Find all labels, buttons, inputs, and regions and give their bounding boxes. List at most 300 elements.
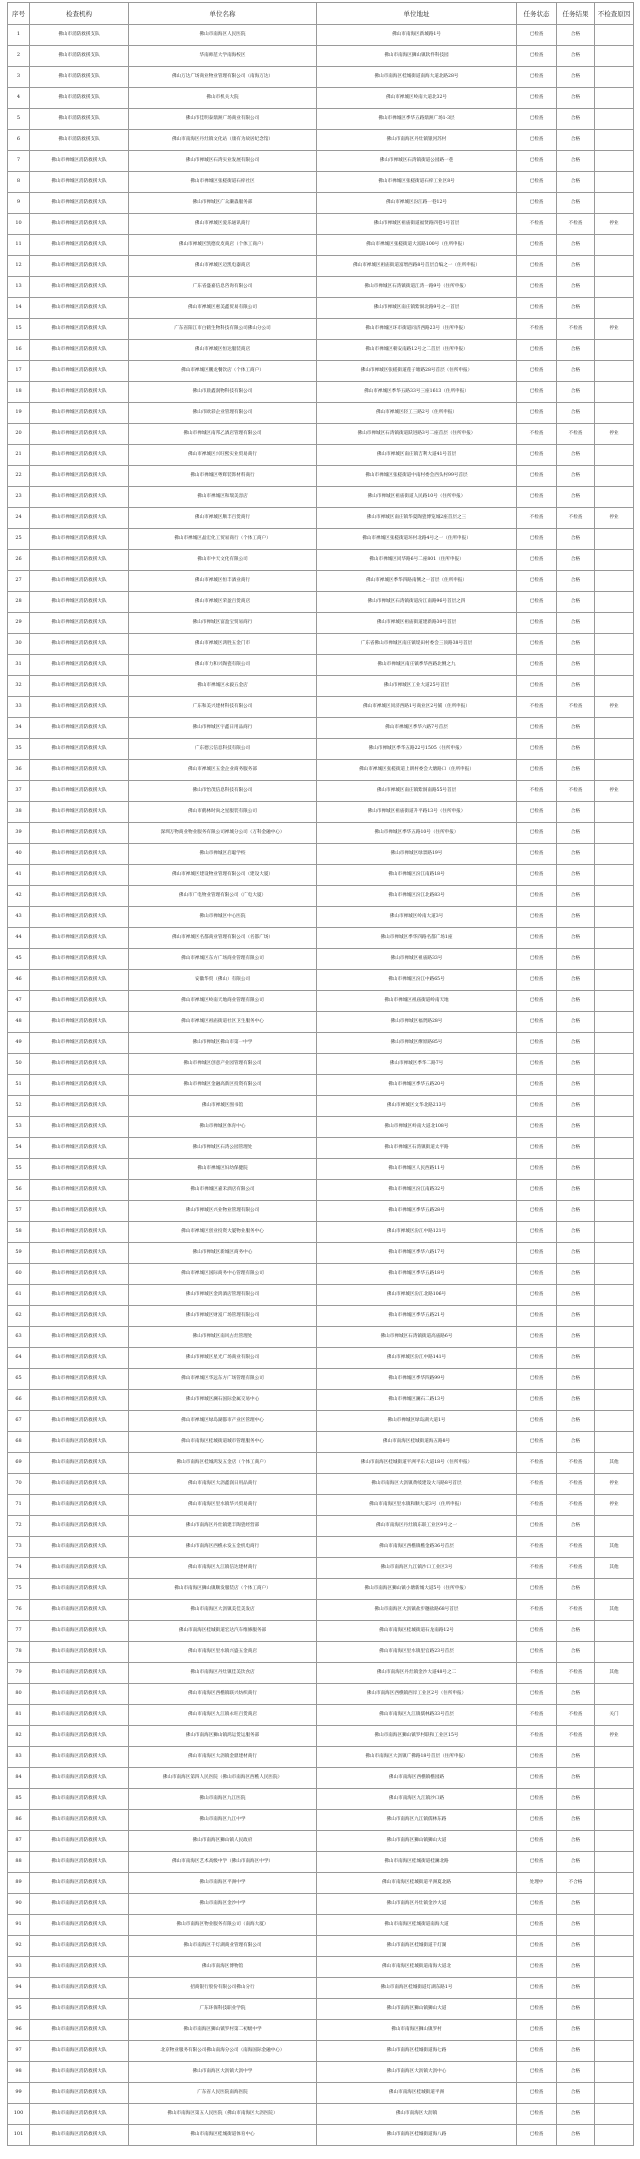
table-row: [8, 634, 634, 655]
cell-inspector: 佛山市南海区消防救援大队: [30, 1516, 129, 1537]
cell-unit-name: 佛山市禅城区东方广场商业管理有限公司: [129, 949, 317, 970]
cell-skip-reason: [595, 1915, 634, 1936]
cell-task-result: 合格: [557, 193, 595, 214]
cell-index: 28: [8, 592, 30, 613]
cell-skip-reason: [595, 1747, 634, 1768]
table-row: [8, 655, 634, 676]
cell-task-result: 合格: [557, 277, 595, 298]
cell-index: 75: [8, 1579, 30, 1600]
cell-unit-name: 佛山市南海区桂城鸿发五金店（个体工商户）: [129, 1453, 317, 1474]
table-row: [8, 1180, 634, 1201]
cell-task-result: 不检查: [557, 1495, 595, 1516]
cell-index: 39: [8, 823, 30, 844]
table-row: [8, 2125, 634, 2146]
header-inspector: 检查机构: [30, 3, 129, 25]
cell-inspector: 佛山市禅城区消防救援大队: [30, 928, 129, 949]
cell-unit-address: 佛山市禅城区同华路6号二座801（住所申报）: [317, 550, 517, 571]
cell-unit-name: 佛山市禅城区和瑞美容店: [129, 487, 317, 508]
cell-unit-name: 佛山市禅城区启聪学校: [129, 844, 317, 865]
table-row: [8, 928, 634, 949]
cell-unit-address: 佛山市禅城区汾江中路65号: [317, 970, 517, 991]
cell-unit-address: 佛山市南海区狮山镇狮山大道: [317, 1831, 517, 1852]
cell-task-result: 合格: [557, 1516, 595, 1537]
cell-index: 23: [8, 487, 30, 508]
cell-skip-reason: [595, 1432, 634, 1453]
cell-task-result: 合格: [557, 1789, 595, 1810]
cell-inspector: 佛山市禅城区消防救援大队: [30, 634, 129, 655]
cell-unit-address: 佛山市禅城区祖庙街道升平路13号（住所申报）: [317, 802, 517, 823]
cell-skip-reason: [595, 718, 634, 739]
cell-task-result: 不检查: [557, 781, 595, 802]
cell-index: 74: [8, 1558, 30, 1579]
cell-index: 83: [8, 1747, 30, 1768]
cell-unit-name: 佛山市力和兴陶瓷有限公司: [129, 655, 317, 676]
cell-task-result: 合格: [557, 1033, 595, 1054]
table-row: [8, 361, 634, 382]
cell-unit-name: 华南师范大学南海校区: [129, 46, 317, 67]
cell-task-status: 已检查: [517, 550, 557, 571]
cell-task-status: 已检查: [517, 298, 557, 319]
table-row: [8, 172, 634, 193]
cell-task-status: 不检查: [517, 781, 557, 802]
cell-skip-reason: [595, 1390, 634, 1411]
cell-index: 30: [8, 634, 30, 655]
cell-skip-reason: [595, 823, 634, 844]
cell-skip-reason: [595, 1579, 634, 1600]
cell-unit-address: 佛山市禅城区石湾镇街道高庙路6号: [317, 1327, 517, 1348]
cell-index: 62: [8, 1306, 30, 1327]
cell-inspector: 佛山市禅城区消防救援大队: [30, 1096, 129, 1117]
table-row: [8, 1012, 634, 1033]
cell-task-result: 合格: [557, 1369, 595, 1390]
cell-unit-address: 佛山市南海区桂城街道千灯湖: [317, 1936, 517, 1957]
cell-unit-address: 佛山市南海区大沥镇广佛路18号首层（住所申报）: [317, 1747, 517, 1768]
cell-skip-reason: [595, 1894, 634, 1915]
cell-unit-name: 佛山市禅城区财富广场管理有限公司: [129, 1306, 317, 1327]
cell-unit-name: 佛山市南海区桂城街道体育中心: [129, 2125, 317, 2146]
cell-index: 65: [8, 1369, 30, 1390]
cell-index: 61: [8, 1285, 30, 1306]
cell-task-status: 已检查: [517, 739, 557, 760]
cell-unit-address: 佛山市南海区大沥镇: [317, 2104, 517, 2125]
cell-inspector: 佛山市南海区消防救援大队: [30, 1621, 129, 1642]
cell-skip-reason: 停业: [595, 424, 634, 445]
cell-unit-address: 佛山市禅城区祖庙街道人民路10号（住所申报）: [317, 487, 517, 508]
cell-task-status: 已检查: [517, 466, 557, 487]
cell-task-result: 合格: [557, 1075, 595, 1096]
table-row: [8, 676, 634, 697]
cell-unit-name: 深圳万物商业物业服务有限公司禅城分公司（万科金融中心）: [129, 823, 317, 844]
cell-task-status: 已检查: [517, 1768, 557, 1789]
table-row: [8, 151, 634, 172]
cell-inspector: 佛山市禅城区消防救援大队: [30, 508, 129, 529]
table-row: [8, 1327, 634, 1348]
cell-inspector: 佛山市南海区消防救援大队: [30, 1474, 129, 1495]
cell-inspector: 佛山市南海区消防救援大队: [30, 2125, 129, 2146]
table-row: [8, 1537, 634, 1558]
cell-skip-reason: [595, 1180, 634, 1201]
cell-inspector: 佛山市禅城区消防救援大队: [30, 1159, 129, 1180]
cell-index: 99: [8, 2083, 30, 2104]
cell-task-result: 合格: [557, 361, 595, 382]
cell-task-status: 已检查: [517, 1894, 557, 1915]
cell-unit-name: 佛山市禅城区粤辉装饰材料商行: [129, 466, 317, 487]
cell-skip-reason: 其他: [595, 1453, 634, 1474]
cell-unit-name: 佛山市中天文化有限公司: [129, 550, 317, 571]
cell-inspector: 佛山市南海区消防救援大队: [30, 1810, 129, 1831]
cell-unit-name: 佛山市南海区西樵镇联兴纺织商行: [129, 1684, 317, 1705]
cell-index: 25: [8, 529, 30, 550]
header-index: 序号: [8, 3, 30, 25]
cell-skip-reason: [595, 1201, 634, 1222]
cell-unit-address: 佛山市南海区桂城街道平洲夏北路: [317, 1873, 517, 1894]
cell-inspector: 佛山市南海区消防救援大队: [30, 1789, 129, 1810]
table-row: [8, 1684, 634, 1705]
cell-task-result: 不检查: [557, 697, 595, 718]
cell-unit-address: 佛山市禅城区南庄镇吉利大道41号首层: [317, 445, 517, 466]
cell-task-result: 合格: [557, 1642, 595, 1663]
cell-task-result: 合格: [557, 1201, 595, 1222]
cell-skip-reason: [595, 2041, 634, 2062]
cell-task-status: 已检查: [517, 802, 557, 823]
cell-task-status: 已检查: [517, 970, 557, 991]
table-row: [8, 2020, 634, 2041]
table-row: [8, 340, 634, 361]
header-task-result: 任务结果: [557, 3, 595, 25]
table-row: [8, 1033, 634, 1054]
table-row: [8, 1117, 634, 1138]
cell-skip-reason: [595, 151, 634, 172]
cell-index: 33: [8, 697, 30, 718]
cell-unit-name: 佛山市南海区九江镇信达建材商行: [129, 1558, 317, 1579]
cell-skip-reason: [595, 1852, 634, 1873]
cell-task-status: 处理中: [517, 1873, 557, 1894]
cell-unit-address: 佛山市禅城区季华五路20号: [317, 1075, 517, 1096]
cell-task-result: 不检查: [557, 319, 595, 340]
cell-task-result: 合格: [557, 256, 595, 277]
cell-task-status: 已检查: [517, 1390, 557, 1411]
cell-index: 14: [8, 298, 30, 319]
cell-index: 85: [8, 1789, 30, 1810]
cell-inspector: 佛山市禅城区消防救援大队: [30, 256, 129, 277]
cell-task-status: 不检查: [517, 214, 557, 235]
cell-task-result: 不检查: [557, 1663, 595, 1684]
cell-skip-reason: [595, 1684, 634, 1705]
cell-unit-name: 广东德云信息科技有限公司: [129, 739, 317, 760]
cell-task-status: 已检查: [517, 634, 557, 655]
cell-inspector: 佛山市消防救援支队: [30, 46, 129, 67]
cell-skip-reason: [595, 949, 634, 970]
cell-skip-reason: [595, 1369, 634, 1390]
cell-task-result: 合格: [557, 676, 595, 697]
cell-unit-name: 佛山市南海区里水镇兴盛五金商店: [129, 1642, 317, 1663]
cell-unit-address: 佛山市禅城区季华五路33号三座1613（住所申报）: [317, 382, 517, 403]
table-row: [8, 1075, 634, 1096]
cell-unit-name: 佛山市禅城区创业投资大厦物业服务中心: [129, 1222, 317, 1243]
cell-task-status: 已检查: [517, 865, 557, 886]
cell-inspector: 佛山市南海区消防救援大队: [30, 1663, 129, 1684]
cell-skip-reason: [595, 1285, 634, 1306]
table-row: [8, 193, 634, 214]
cell-unit-address: 佛山市南海区桂城街道南海大道: [317, 1915, 517, 1936]
cell-unit-name: 佛山市禅城区永毅五金店: [129, 676, 317, 697]
cell-unit-address: 佛山市禅城区季华五路18号: [317, 1264, 517, 1285]
cell-task-result: 合格: [557, 2125, 595, 2146]
cell-inspector: 佛山市南海区消防救援大队: [30, 2041, 129, 2062]
table-row: [8, 1936, 634, 1957]
cell-task-status: 不检查: [517, 1474, 557, 1495]
cell-unit-address: 佛山市禅城区绿景路19号: [317, 844, 517, 865]
table-row: [8, 130, 634, 151]
table-row: [8, 88, 634, 109]
cell-task-result: 合格: [557, 949, 595, 970]
cell-task-status: 已检查: [517, 1978, 557, 1999]
table-row: [8, 466, 634, 487]
cell-index: 5: [8, 109, 30, 130]
cell-inspector: 佛山市南海区消防救援大队: [30, 1831, 129, 1852]
cell-skip-reason: [595, 865, 634, 886]
cell-task-status: 不检查: [517, 1453, 557, 1474]
cell-unit-name: 佛山万达广场商业物业管理有限公司（南海万达）: [129, 67, 317, 88]
cell-skip-reason: [595, 46, 634, 67]
cell-index: 10: [8, 214, 30, 235]
cell-inspector: 佛山市南海区消防救援大队: [30, 1537, 129, 1558]
cell-skip-reason: 停业: [595, 1726, 634, 1747]
cell-skip-reason: 其他: [595, 1663, 634, 1684]
cell-skip-reason: 关门: [595, 1705, 634, 1726]
cell-task-status: 已检查: [517, 1222, 557, 1243]
cell-task-status: 已检查: [517, 1138, 557, 1159]
cell-unit-address: 佛山市南海区大沥镇大沥中心: [317, 2062, 517, 2083]
cell-unit-address: 佛山市禅城区南庄镇华夏陶瓷博览城2座首层之三: [317, 508, 517, 529]
cell-index: 72: [8, 1516, 30, 1537]
cell-unit-name: 佛山市南海区博物馆: [129, 1957, 317, 1978]
cell-inspector: 佛山市禅城区消防救援大队: [30, 214, 129, 235]
cell-task-result: 合格: [557, 907, 595, 928]
cell-task-result: 合格: [557, 1306, 595, 1327]
cell-task-status: 已检查: [517, 1054, 557, 1075]
cell-inspector: 佛山市禅城区消防救援大队: [30, 676, 129, 697]
cell-index: 71: [8, 1495, 30, 1516]
cell-skip-reason: [595, 802, 634, 823]
cell-unit-address: 佛山市南海区丹灶镇银河苏村: [317, 130, 517, 151]
cell-skip-reason: 停业: [595, 697, 634, 718]
cell-index: 64: [8, 1348, 30, 1369]
cell-inspector: 佛山市禅城区消防救援大队: [30, 1327, 129, 1348]
cell-task-result: 不检查: [557, 424, 595, 445]
cell-task-result: 合格: [557, 928, 595, 949]
cell-index: 3: [8, 67, 30, 88]
cell-unit-address: 佛山市禅城区季华五路28号: [317, 1201, 517, 1222]
cell-unit-address: 佛山市南海区桂城街道石龙南路12号: [317, 1621, 517, 1642]
cell-skip-reason: [595, 1096, 634, 1117]
cell-task-result: 合格: [557, 571, 595, 592]
cell-unit-address: 佛山市禅城区工业大道25号首层: [317, 676, 517, 697]
cell-inspector: 佛山市南海区消防救援大队: [30, 1600, 129, 1621]
cell-inspector: 佛山市禅城区消防救援大队: [30, 529, 129, 550]
cell-task-result: 合格: [557, 1180, 595, 1201]
cell-unit-name: 佛山市禅城区星光广场商业有限公司: [129, 1348, 317, 1369]
cell-task-status: 已检查: [517, 529, 557, 550]
cell-index: 91: [8, 1915, 30, 1936]
cell-skip-reason: [595, 739, 634, 760]
table-body: [8, 25, 634, 2146]
cell-inspector: 佛山市消防救援支队: [30, 109, 129, 130]
cell-skip-reason: [595, 907, 634, 928]
cell-task-status: 已检查: [517, 487, 557, 508]
cell-index: 17: [8, 361, 30, 382]
cell-unit-name: 佛山市怡茂信息科技有限公司: [129, 781, 317, 802]
cell-skip-reason: [595, 886, 634, 907]
cell-unit-name: 佛山市禅城区金融高新区投资有限公司: [129, 1075, 317, 1096]
cell-task-result: 不检查: [557, 1474, 595, 1495]
cell-inspector: 佛山市南海区消防救援大队: [30, 1684, 129, 1705]
cell-inspector: 佛山市禅城区消防救援大队: [30, 1117, 129, 1138]
cell-inspector: 佛山市禅城区消防救援大队: [30, 1012, 129, 1033]
cell-unit-address: 佛山市禅城区南庄镇季华西路北侧之九: [317, 655, 517, 676]
cell-unit-name: 佛山市南海区大沥镇美佳美发店: [129, 1600, 317, 1621]
cell-task-status: 已检查: [517, 1747, 557, 1768]
cell-task-status: 已检查: [517, 1306, 557, 1327]
cell-skip-reason: [595, 1936, 634, 1957]
cell-unit-name: 佛山市南海区狮山镇顺发服装店（个体工商户）: [129, 1579, 317, 1600]
cell-task-result: 合格: [557, 67, 595, 88]
cell-task-status: 已检查: [517, 2062, 557, 2083]
cell-task-result: 合格: [557, 487, 595, 508]
cell-index: 34: [8, 718, 30, 739]
cell-task-status: 已检查: [517, 130, 557, 151]
cell-index: 38: [8, 802, 30, 823]
cell-skip-reason: [595, 298, 634, 319]
cell-unit-name: 佛山市禅城区南风古灶管理处: [129, 1327, 317, 1348]
cell-task-status: 已检查: [517, 361, 557, 382]
cell-index: 11: [8, 235, 30, 256]
table-row: [8, 445, 634, 466]
cell-task-result: 不检查: [557, 1726, 595, 1747]
cell-skip-reason: [595, 613, 634, 634]
cell-unit-name: 佛山市广电物业管理有限公司（广电大厦）: [129, 886, 317, 907]
cell-skip-reason: [595, 361, 634, 382]
cell-task-status: 已检查: [517, 1180, 557, 1201]
cell-skip-reason: [595, 1327, 634, 1348]
cell-index: 76: [8, 1600, 30, 1621]
table-row: [8, 1999, 634, 2020]
cell-task-result: 不检查: [557, 214, 595, 235]
header-skip-reason: 不检查原因: [595, 3, 634, 25]
cell-unit-address: 佛山市禅城区岭南大道北32号: [317, 88, 517, 109]
cell-task-result: 合格: [557, 1432, 595, 1453]
table-row: [8, 529, 634, 550]
cell-inspector: 佛山市禅城区消防救援大队: [30, 235, 129, 256]
cell-index: 95: [8, 1999, 30, 2020]
cell-index: 63: [8, 1327, 30, 1348]
table-row: [8, 46, 634, 67]
cell-task-result: 合格: [557, 1768, 595, 1789]
cell-unit-name: 佛山市禅城区南邦乙酒店管理有限公司: [129, 424, 317, 445]
cell-task-status: 已检查: [517, 1684, 557, 1705]
cell-task-status: 已检查: [517, 1033, 557, 1054]
cell-task-status: 已检查: [517, 193, 557, 214]
cell-unit-name: 佛山市禅城区鸿胜五金门市: [129, 634, 317, 655]
cell-task-status: 已检查: [517, 1012, 557, 1033]
cell-inspector: 佛山市禅城区消防救援大队: [30, 445, 129, 466]
cell-task-result: 合格: [557, 1327, 595, 1348]
cell-task-result: 不检查: [557, 508, 595, 529]
cell-skip-reason: [595, 403, 634, 424]
table-row: [8, 2062, 634, 2083]
cell-task-result: 合格: [557, 109, 595, 130]
cell-task-result: 合格: [557, 1978, 595, 1999]
cell-unit-address: 佛山市禅城区季华五路21号: [317, 1306, 517, 1327]
table-row: [8, 2041, 634, 2062]
cell-unit-address: 佛山市南海区桂城街道平洲平东大道18号（住所申报）: [317, 1453, 517, 1474]
cell-task-result: 合格: [557, 130, 595, 151]
cell-skip-reason: [595, 970, 634, 991]
cell-task-result: 合格: [557, 970, 595, 991]
cell-inspector: 佛山市禅城区消防救援大队: [30, 1243, 129, 1264]
cell-index: 27: [8, 571, 30, 592]
cell-index: 77: [8, 1621, 30, 1642]
cell-inspector: 佛山市禅城区消防救援大队: [30, 151, 129, 172]
table-row: [8, 1201, 634, 1222]
cell-index: 55: [8, 1159, 30, 1180]
cell-unit-address: 佛山市禅城区张槎街道大富路100号（住所申报）: [317, 235, 517, 256]
cell-task-result: 合格: [557, 823, 595, 844]
cell-task-result: 合格: [557, 1684, 595, 1705]
cell-index: 15: [8, 319, 30, 340]
cell-unit-name: 佛山市南海区丹灶镇文化站（康有为故居纪念馆）: [129, 130, 317, 151]
cell-unit-name: 佛山市南海区物业服务有限公司（南海大厦）: [129, 1915, 317, 1936]
cell-task-status: 已检查: [517, 403, 557, 424]
cell-unit-address: 佛山市禅城区祖庙街道岭南天地: [317, 991, 517, 1012]
table-row: [8, 1579, 634, 1600]
cell-task-result: 合格: [557, 46, 595, 67]
cell-skip-reason: 停业: [595, 781, 634, 802]
cell-skip-reason: 其他: [595, 1600, 634, 1621]
cell-unit-name: 佛山市禅城区兴业物业管理有限公司: [129, 1201, 317, 1222]
cell-unit-address: 佛山市禅城区张槎街道上朗村委会大塘路口（住所申报）: [317, 760, 517, 781]
cell-index: 37: [8, 781, 30, 802]
cell-unit-address: 佛山市禅城区绿岛湖大道1号: [317, 1411, 517, 1432]
table-row: [8, 1915, 634, 1936]
cell-inspector: 佛山市禅城区消防救援大队: [30, 1411, 129, 1432]
cell-inspector: 佛山市禅城区消防救援大队: [30, 340, 129, 361]
cell-task-status: 已检查: [517, 1432, 557, 1453]
cell-unit-name: 佛山市禅城区张槎街道石梓社区: [129, 172, 317, 193]
cell-task-result: 合格: [557, 1411, 595, 1432]
cell-inspector: 佛山市禅城区消防救援大队: [30, 886, 129, 907]
cell-task-status: 已检查: [517, 2083, 557, 2104]
cell-task-status: 不检查: [517, 508, 557, 529]
cell-task-result: 合格: [557, 382, 595, 403]
table-row: [8, 298, 634, 319]
cell-skip-reason: [595, 1138, 634, 1159]
cell-inspector: 佛山市禅城区消防救援大队: [30, 319, 129, 340]
cell-task-status: 已检查: [517, 1348, 557, 1369]
cell-skip-reason: [595, 2104, 634, 2125]
cell-unit-name: 佛山市南海区九江中学: [129, 1810, 317, 1831]
cell-task-result: 合格: [557, 1915, 595, 1936]
cell-task-status: 已检查: [517, 1936, 557, 1957]
cell-task-status: 已检查: [517, 1369, 557, 1390]
cell-inspector: 佛山市禅城区消防救援大队: [30, 1348, 129, 1369]
cell-skip-reason: [595, 1306, 634, 1327]
cell-task-result: 合格: [557, 760, 595, 781]
cell-skip-reason: [595, 1159, 634, 1180]
cell-task-status: 已检查: [517, 1999, 557, 2020]
cell-skip-reason: 其他: [595, 1537, 634, 1558]
cell-unit-address: 佛山市禅城区轻工三路2号（住所申报）: [317, 403, 517, 424]
